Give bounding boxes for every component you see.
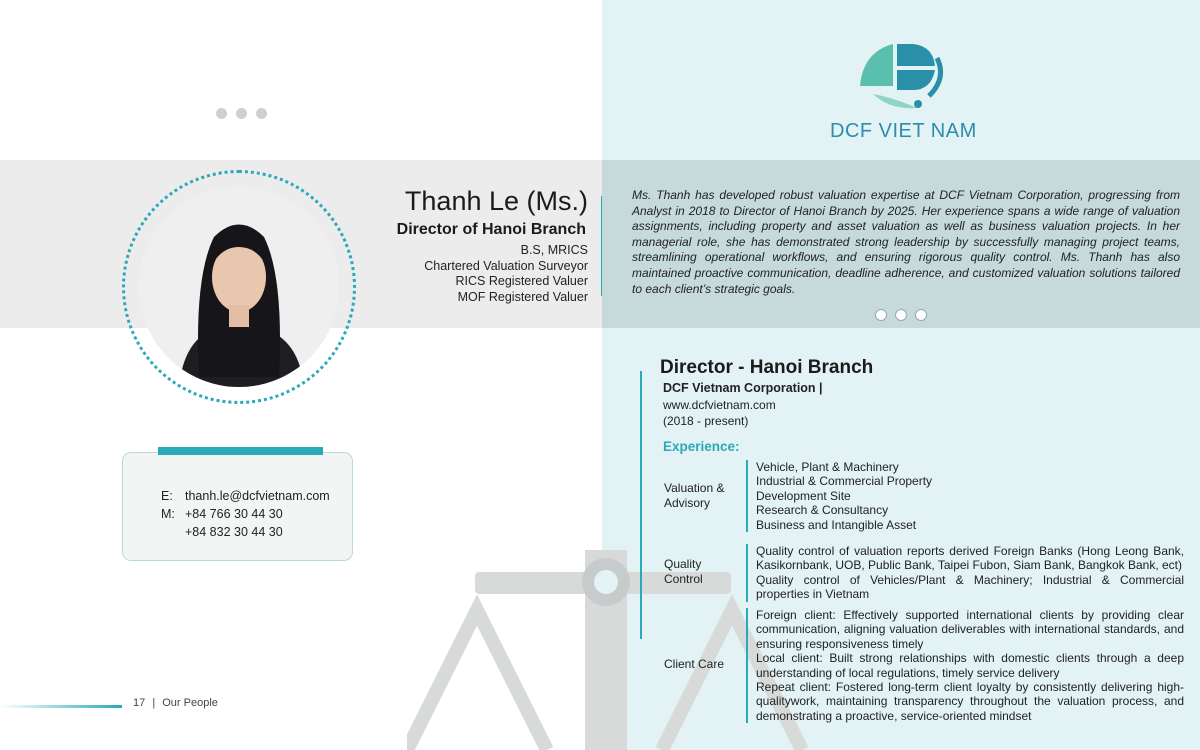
company-name: DCF Vietnam Corporation | (663, 381, 823, 395)
experience-item: Quality control of Vehicles/Plant & Machinery; Industrial & Commercial properties in Vietnam (756, 572, 1184, 602)
dot-icon (895, 309, 907, 321)
right-page (602, 0, 1200, 750)
experience-items (746, 460, 1184, 532)
contact-accent-bar (158, 447, 323, 455)
dot-icon (875, 309, 887, 321)
mobile-label: M: (161, 507, 175, 521)
brand-name: DCF VIET NAM (830, 120, 977, 142)
bio-paragraph: Ms. Thanh has developed robust valuation expertise at DCF Vietnam Corporation, progressing from Analyst in 2018 to Director of Hanoi Branch by 2025. Her experience spans a wide range of valuation assignments, including property and asset valuation as well as business valuation projects. In her managerial role, she has demonstrated strong leadership by successfully managing project teams, streamlining operational workflows, and ensuring rigorous quality control. Ms. Thanh has also maintained proactive communication, deadline adherence, and customized valuation solutions tailored to each client’s strategic goals. (632, 188, 1180, 296)
position-title: Director - Hanoi Branch (660, 357, 874, 378)
experience-heading: Experience: (663, 439, 740, 454)
experience-category: Valuation & Advisory (664, 481, 725, 510)
company-website[interactable]: www.dcfvietnam.com (663, 398, 776, 412)
carousel-dots (875, 309, 927, 321)
email-link[interactable]: thanh.le@dcfvietnam.com (185, 489, 330, 503)
experience-item: Local client: Built strong relationships with domestic clients through a deep understanding of local regulations, timely service delivery (756, 651, 1184, 680)
dot-icon (256, 108, 267, 119)
credentials-list (424, 243, 588, 305)
experience-item: Business and Intangible Asset (756, 517, 917, 532)
person-name: Thanh Le (Ms.) (404, 186, 588, 216)
decorative-dots (216, 108, 267, 119)
mobile-row (161, 507, 283, 521)
mobile-row-2 (161, 525, 283, 539)
contact-card (122, 452, 353, 561)
credential-item: Chartered Valuation Surveyor (424, 258, 588, 273)
experience-category: Client Care (664, 657, 725, 671)
dot-icon (915, 309, 927, 321)
experience-items (746, 608, 1184, 723)
experience-item: Repeat client: Fostered long-term client loyalty by consistently delivering high-qualitywork, maintaining transparency throughout the valuation process, and demonstrating a proactive, service-oriented mindset (756, 680, 1184, 723)
section-name: Our People (162, 697, 218, 709)
dot-icon (236, 108, 247, 119)
experience-item: Vehicle, Plant & Machinery (756, 460, 899, 474)
email-label: E: (161, 489, 173, 503)
credential-item: B.S, MRICS (520, 243, 588, 257)
credential-item: RICS Registered Valuer (455, 274, 588, 288)
experience-item: Development Site (756, 488, 851, 503)
credential-item: MOF Registered Valuer (457, 289, 588, 304)
employment-period: (2018 - present) (663, 414, 749, 428)
dcf-logo-icon (855, 38, 949, 112)
experience-items (746, 544, 1184, 602)
experience-item: Foreign client: Effectively supported international clients by providing clear communication, aligning valuation deliverables with international standards, and ensuring responsiveness timely (756, 608, 1184, 651)
dot-icon (216, 108, 227, 119)
experience-item: Quality control of valuation reports derived Foreign Banks (Hong Leong Bank, Kasikornbank, UOB, Public Bank, Taipei Fubon, Siam Bank, Bangkok Bank, ect) (756, 544, 1184, 573)
footer-separator: | (152, 697, 156, 709)
page-number: 17 (133, 697, 146, 709)
position-accent-line (640, 371, 642, 639)
mobile-number: +84 832 30 44 30 (185, 525, 283, 539)
page-footer (133, 697, 218, 709)
person-title: Director of Hanoi Branch (396, 221, 586, 238)
experience-item: Research & Consultancy (756, 503, 889, 518)
experience-item: Industrial & Commercial Property (756, 474, 933, 489)
mobile-number: +84 766 30 44 30 (185, 507, 283, 521)
footer-line (0, 705, 122, 708)
experience-category: Quality Control (664, 557, 703, 586)
email-row (161, 489, 330, 503)
profile-photo (139, 187, 339, 387)
